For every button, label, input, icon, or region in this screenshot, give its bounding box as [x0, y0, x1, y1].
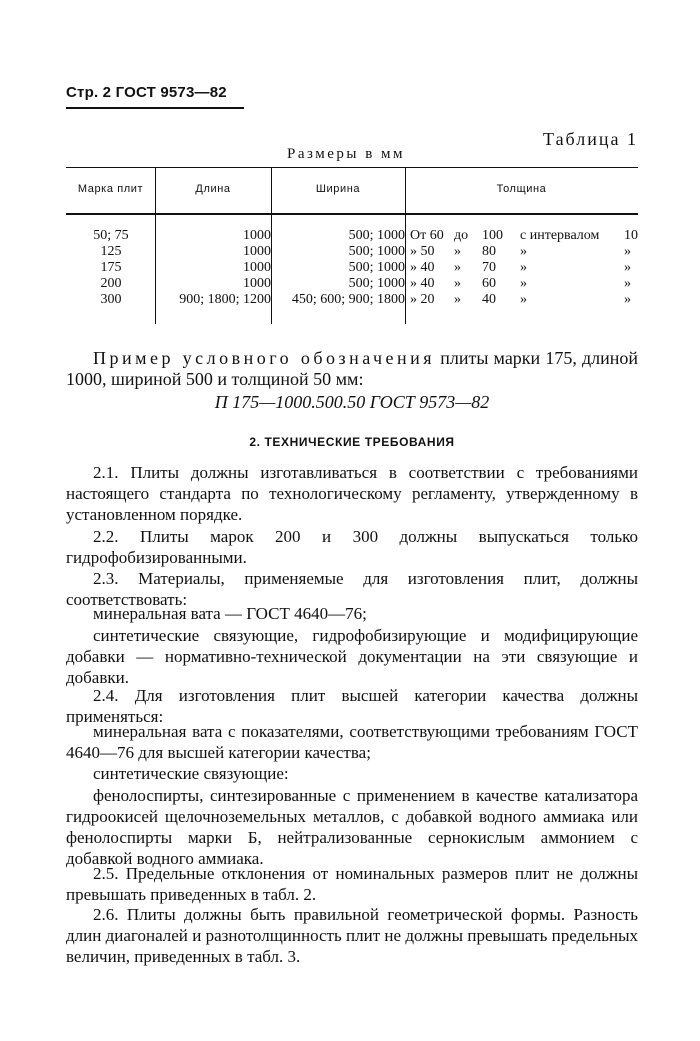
table-cell: [410, 260, 631, 276]
thickness-interval-word: »: [520, 244, 527, 259]
table-cell: 500; 1000: [348, 260, 405, 275]
thickness-to: 40: [482, 292, 496, 307]
thickness-to: 80: [482, 244, 496, 259]
table-cell: 1000: [243, 260, 271, 275]
section-title: 2. ТЕХНИЧЕСКИЕ ТРЕБОВАНИЯ: [249, 435, 455, 449]
thickness-from: От 60: [410, 228, 444, 243]
thickness-interval: »: [624, 260, 631, 275]
thickness-to-word: »: [454, 276, 461, 291]
table-column-thickness: [410, 228, 638, 308]
table-cell: 500; 1000: [348, 244, 405, 259]
paragraph: минеральная вата — ГОСТ 4640—76;: [93, 604, 367, 623]
table-cell: 175: [100, 260, 122, 275]
table-cell: [410, 292, 631, 308]
thickness-interval: »: [624, 244, 631, 259]
thickness-interval: »: [624, 276, 631, 291]
thickness-from: » 40: [410, 276, 435, 291]
table-cell: 1000: [243, 244, 271, 259]
table-cell: 200: [100, 276, 122, 291]
header-underline: [66, 107, 244, 109]
table-cell: 1000: [243, 276, 271, 291]
paragraph: 2.2. Плиты марок 200 и 300 должны выпускаться только гидрофобизированными.: [66, 527, 638, 567]
thickness-interval-word: »: [520, 260, 527, 275]
example-designation: П 175—1000.500.50 ГОСТ 9573—82: [214, 392, 490, 412]
table-column-grade: [66, 228, 156, 308]
table-header-length: Длина: [195, 183, 231, 195]
table-column-width: [271, 228, 405, 308]
table-cell: 900; 1800; 1200: [179, 292, 271, 307]
paragraph: 2.1. Плиты должны изготавливаться в соответствии с требованиями настоящего стандарта по технологическому регламенту, утвержденному в установленном порядке.: [66, 463, 638, 524]
table-cell: [410, 228, 638, 244]
thickness-from: » 40: [410, 260, 435, 275]
thickness-to-word: »: [454, 260, 461, 275]
thickness-from: » 20: [410, 292, 435, 307]
example-paragraph: [66, 348, 638, 390]
table-header-thickness: Толщина: [496, 183, 547, 195]
page-header: Стр. 2 ГОСТ 9573—82: [66, 84, 227, 101]
thickness-to: 70: [482, 260, 496, 275]
paragraph: 2.5. Предельные отклонения от номинальных размеров плит не должны превышать приведенных в табл. 2.: [66, 864, 638, 904]
paragraph: синтетические связующие:: [93, 764, 289, 783]
thickness-from: » 50: [410, 244, 435, 259]
paragraph: 2.4. Для изготовления плит высшей категории качества должны применяться:: [66, 686, 638, 726]
table-cell: 450; 600; 900; 1800: [291, 292, 405, 307]
paragraph: фенолоспирты, синтезированные с применением в качестве катализатора гидроокисей щелочноземельных металлов, с добавкой водного аммиака или фенолоспирты марки Б, нейтрализованные сернокислым аммонием с добавкой водного аммиака.: [66, 786, 638, 868]
thickness-to-word: до: [454, 228, 469, 243]
table-cell: 125: [100, 244, 122, 259]
thickness-to-word: »: [454, 244, 461, 259]
thickness-interval: »: [624, 292, 631, 307]
table-label: Таблица 1: [543, 129, 638, 149]
paragraph: синтетические связующие, гидрофобизирующие и модифицирующие добавки — нормативно-технической документации на эти связующие и добавки.: [66, 626, 638, 687]
thickness-interval-word: »: [520, 292, 527, 307]
thickness-to: 60: [482, 276, 496, 291]
table-cell: 500; 1000: [348, 276, 405, 291]
table-cell: [410, 276, 631, 292]
table-header-grade: Марка плит: [77, 183, 144, 195]
table-header-rule: [66, 213, 638, 215]
thickness-interval: 10: [624, 228, 638, 243]
table-cell: 500; 1000: [348, 228, 405, 243]
thickness-interval-word: »: [520, 276, 527, 291]
paragraph: минеральная вата с показателями, соответствующими требованиям ГОСТ 4640—76 для высшей категории качества;: [66, 722, 638, 762]
units-caption: Размеры в мм: [287, 146, 406, 162]
example-lead: Пример условного обозначения: [93, 348, 436, 368]
thickness-to-word: »: [454, 292, 461, 307]
table-header-width: Ширина: [315, 183, 361, 195]
paragraph: 2.3. Материалы, применяемые для изготовления плит, должны соответствовать:: [66, 569, 638, 609]
thickness-interval-word: с интервалом: [520, 228, 600, 243]
example-text: плиты марки 175, длиной 1000, шириной 500 и толщиной 50 мм:: [66, 348, 638, 389]
table-cell: [410, 244, 631, 260]
table-column-length: [155, 228, 271, 308]
paragraph: 2.6. Плиты должны быть правильной геометрической формы. Разность длин диагоналей и разнотолщинность плит не должны превышать предельных величин, приведенных в табл. 3.: [66, 905, 638, 966]
table-cell: 50; 75: [93, 228, 129, 243]
table-cell: 1000: [243, 228, 271, 243]
thickness-to: 100: [482, 228, 503, 243]
table-cell: 300: [100, 292, 122, 307]
table-top-rule: [66, 167, 638, 168]
